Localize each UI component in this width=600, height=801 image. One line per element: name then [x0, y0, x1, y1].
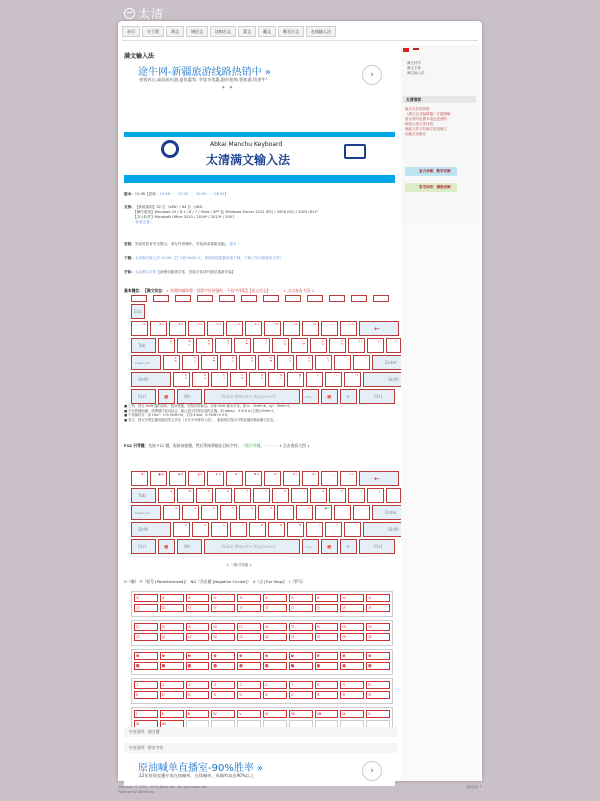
number-char-cell[interactable]: ❶	[134, 652, 158, 660]
number-char-cell[interactable]: ⒃	[263, 633, 287, 641]
font-link[interactable]: 太清满文字体	[134, 270, 157, 274]
f12-key-enter[interactable]: Enter	[372, 505, 412, 520]
recommend-item[interactable]: 满续文转字符满文转找满文	[405, 127, 447, 131]
security-line: 安装：安装时如有安全提示，请允许该操作。安装前请重新电脑。 更多 ›	[124, 242, 240, 246]
number-char-cell[interactable]: ⒎	[289, 681, 313, 689]
paren-box	[131, 620, 393, 646]
number-char-cell[interactable]: ⓮	[211, 662, 235, 670]
number-char-cell[interactable]: ⑩	[366, 594, 390, 602]
number-char-cell[interactable]: ❿	[366, 652, 390, 660]
number-char-cell[interactable]: ❼	[289, 652, 313, 660]
number-char-cell[interactable]: Ⅰ	[134, 710, 158, 718]
key-ctrl-right[interactable]: Ctrl	[359, 389, 395, 404]
negative-box	[131, 649, 393, 675]
circled-number-grid[interactable]	[131, 591, 393, 736]
sidebar-links	[407, 61, 425, 76]
circled-legend: O（圈） P（括号 [Parenthesized]） NG（负负圈 [Negative Circled]） U（点 [Full Stop]） I（罗马）	[124, 579, 306, 584]
number-char-cell[interactable]: ⑳	[366, 604, 390, 612]
number-char-cell[interactable]: ⑺	[289, 623, 313, 631]
number-char-cell[interactable]: ⒈	[134, 681, 158, 689]
f12-key-ctrl-right[interactable]: Ctrl	[359, 539, 395, 554]
number-char-cell[interactable]: Ⅲ	[186, 710, 210, 718]
china-flag-icon[interactable]	[403, 48, 409, 52]
number-char-cell[interactable]: ⑰	[289, 604, 313, 612]
font-line: 字体：太清满文字体【请使用新版字体，旧版字体请升级后重新安装】	[124, 270, 236, 274]
download-line: 下载：太清满文输入法 15.06（打下载 5409 次；请使用浏览器直接下载，下载工具可能使用文件）	[124, 256, 284, 260]
number-char-cell[interactable]: ⑮	[237, 604, 261, 612]
nav-online-ime[interactable]: 在线输入法	[306, 26, 336, 37]
number-char-cell[interactable]: Ⅷ	[315, 710, 339, 718]
site-logo[interactable]	[124, 6, 184, 20]
number-char-cell[interactable]: ⑤	[237, 594, 261, 602]
usage-notes: ■ 上档：按住 Shift 键的同时，按该按键，则按同时输出。亦即 Shift 输出字母。如 k'：Shift+K，sy'：Shift+S。 ■ 方位的辅助键：快捷键只表出标志，能让显示控制完成的正确。如 abka-i：A B K A [空格] Shift+I。 ■ 不切换转写：如 Han'：H A Shift+N。又如 k'vke：K Shift+V K E。 ■ 英文：按大写锁定键切换到英文状态（大写字母使用上档），重新再次按大写锁定键切换回满文状态。	[124, 404, 293, 422]
number-char-cell[interactable]: ⑱	[315, 604, 339, 612]
number-char-cell[interactable]: ③	[186, 594, 210, 602]
number-char-cell[interactable]: ⒅	[315, 633, 339, 641]
f12-windows-key-right-icon[interactable]: ■	[321, 539, 338, 554]
logo-icon	[124, 8, 135, 19]
number-char-cell[interactable]: ⓴	[366, 662, 390, 670]
main-content	[121, 51, 397, 781]
number-char-cell[interactable]: ⒐	[340, 681, 364, 689]
number-char-cell[interactable]: ⓳	[340, 662, 364, 670]
us-flag-icon[interactable]	[413, 48, 419, 52]
number-char-cell[interactable]: Ⅺ	[134, 720, 158, 728]
banner-stripe-bottom	[124, 175, 395, 183]
number-char-cell[interactable]: ②	[160, 594, 184, 602]
note-bar-2: 补充说明：拼音字符	[124, 743, 397, 753]
ad-bottom-title[interactable]: 原油喊单直播室-90%胜率 »	[138, 763, 264, 774]
layout-title: 基本键位：【满文状态：+ 按键的辅助键 · 旧版字符按键的 · 不同字体版】【英文状态】· · · · · · ↓ 点击查看大图 ↓	[124, 288, 315, 293]
f12-key-backspace[interactable]: ←	[359, 471, 399, 486]
number-char-cell[interactable]: ⒇	[366, 633, 390, 641]
key-esc[interactable]: Esc	[131, 304, 145, 319]
version-links[interactable]: 15.06 · · · 15.02 · · · 10.05 · · · 08.05】	[159, 192, 229, 196]
number-char-cell[interactable]: ⒆	[340, 633, 364, 641]
stop-box	[131, 678, 393, 704]
ad-banner-bottom[interactable]	[124, 756, 395, 786]
number-char-cell[interactable]: ⒒	[134, 691, 158, 699]
f12-key-altgr[interactable]: AltGr	[302, 539, 319, 554]
number-char-cell[interactable]: ⑽	[366, 623, 390, 631]
second-level-tag: ↓ 二级引导键 ↓	[226, 563, 253, 567]
number-char-cell[interactable]: Ⅵ	[263, 710, 287, 718]
language-flags	[403, 48, 419, 52]
recommend-item[interactable]: 雷达有时设置本电也是使的	[405, 117, 447, 121]
number-char-cell[interactable]: ⑻	[315, 623, 339, 631]
number-char-cell[interactable]: ⑴	[134, 623, 158, 631]
number-char-cell[interactable]: ⓬	[160, 662, 184, 670]
number-char-cell[interactable]: ⑦	[289, 594, 313, 602]
number-char-cell[interactable]: Ⅶ	[289, 710, 313, 718]
logo-text: 太清	[138, 6, 165, 21]
number-char-cell[interactable]: Ⅴ	[237, 710, 261, 718]
key-enter[interactable]: Enter	[372, 355, 412, 370]
key-shift-right[interactable]: Shift	[363, 372, 405, 387]
ad-dots: ● ●	[222, 85, 235, 89]
sidebar-button-2[interactable]: 思考站吧：满族音频	[405, 183, 457, 192]
support-link[interactable]: · 查看注意 ›	[133, 220, 153, 224]
footer	[118, 785, 482, 794]
sidebar-recommend-heading: 太清推荐	[403, 96, 476, 103]
key-tab[interactable]: Tab	[131, 338, 156, 353]
number-char-cell[interactable]: ⓱	[289, 662, 313, 670]
key-shift-left[interactable]: Shift	[131, 372, 171, 387]
back-to-top-link[interactable]: 返回顶部 ↑	[465, 785, 482, 789]
f12-key-shift-left[interactable]: Shift	[131, 522, 171, 537]
key-caps-lock[interactable]: Caps Lock	[131, 355, 161, 370]
number-char-cell[interactable]: ⑬	[186, 604, 210, 612]
nav-xibe[interactable]: 锡伯文	[186, 26, 208, 37]
key-space[interactable]: Abkai Manchu Keyboard	[204, 389, 300, 404]
number-char-cell[interactable]: ①	[134, 594, 158, 602]
manchu-keyboard-layout[interactable]: Esc ! 1 @ 2 # 3 ¥ 4 % 5 … 6 & 7 * 8 ( 9 ) 0 — - + = ← Tab Q ᡴ W ᠸ E ᡝ R ᡵ T ᡨ Y ᠶ U ᡠ I ᡳ O ᠣ P ᡦ { [ } ] | \ Caps Lock A ᠠ S ᠰ D ᡩ F ᡶ G ᡤ H ᡥ J ᠵ K ᡴ L ᠯ : ; " ' Enter Shift Z ᡯ X ᡧ C ᠴ V ᡡ B ᠪ N ᠨ M ᠮ < , > . ? / Shift Ctrl ■ Alt Abkai Manchu Keyboard AltGr ■ ≡ Ctrl	[131, 304, 393, 406]
number-char-cell[interactable]: Ⅳ	[211, 710, 235, 718]
support-block: 支持：【系统架构】32 位（x86）/ 64 位（x64） 【操作系统】Windows 10 / 8.1 / 8 / 7 / Vista / XP* 及 Windows Server 2012 (R2) / 2008 (R2) / 2003 (R2)* 【办公软件】Microsoft Office 2010 / 2016* / 2013* / 2007 · 查看注意 ›	[124, 205, 318, 224]
sidebar-lower	[401, 225, 480, 781]
number-char-cell[interactable]: ⒛	[366, 691, 390, 699]
number-char-cell[interactable]: ⑲	[340, 604, 364, 612]
number-char-cell[interactable]: ⓲	[315, 662, 339, 670]
number-char-cell[interactable]: ⑷	[211, 623, 235, 631]
download-link[interactable]: 太清满文输入法 15.06（打下载 5409 次；请使用浏览器直接下载，下载工具可能使用文件）	[134, 256, 284, 260]
number-char-cell[interactable]: Ⅱ	[160, 710, 184, 718]
f12-windows-key-icon[interactable]: ■	[158, 539, 175, 554]
banner-english-title: Abkai Manchu Keyboard	[210, 141, 283, 148]
footer-copyright: Copyright © 2005 - 2015 Abkai.net · All rights reserved.	[118, 785, 208, 789]
number-char-cell[interactable]: ⒖	[237, 691, 261, 699]
number-char-cell[interactable]: ⑸	[237, 623, 261, 631]
nav-uyghur[interactable]: 维吾尔文	[278, 26, 304, 37]
f12-key-tab[interactable]: Tab	[131, 488, 156, 503]
sidebar-button-1[interactable]: 复古音频：数学音频	[405, 167, 457, 176]
number-char-cell[interactable]: ⑭	[211, 604, 235, 612]
security-more-link[interactable]: 更多 ›	[229, 242, 240, 246]
number-char-cell[interactable]: ⑫	[160, 604, 184, 612]
number-char-cell[interactable]: ⒋	[211, 681, 235, 689]
number-char-cell[interactable]: ⒀	[186, 633, 210, 641]
banner-stripe-top	[124, 132, 395, 137]
f12-keyboard-layout[interactable]: ✱ ! ● @ ◆ # ▲ $ ♦ % ♠ ^ ♥ & ★ * ✿ ( ❀ ) – _ ≈ + ← Tab Q W E R T Y U I O P 【 】 、 Caps Lock A S D F G H J K ● L ： “ Enter Shift Z X C V B N M 《 》 ？ Shift Ctrl ■ Alt Abkai Manchu Keyboard AltGr ■ ≡ Ctrl	[131, 471, 393, 556]
f12-menu-key-icon[interactable]: ≡	[340, 539, 357, 554]
number-char-cell[interactable]: ⑶	[186, 623, 210, 631]
number-char-cell[interactable]: ⒉	[160, 681, 184, 689]
number-char-cell[interactable]: ⒂	[237, 633, 261, 641]
number-char-cell[interactable]: ❾	[340, 652, 364, 660]
keyboard-top-row	[131, 295, 393, 302]
product-banner	[124, 129, 395, 183]
key-backspace[interactable]: ←	[359, 321, 399, 336]
number-char-cell[interactable]: ⑪	[134, 604, 158, 612]
sidebar-recommend-list	[405, 107, 451, 137]
number-char-cell[interactable]: ⒕	[211, 691, 235, 699]
sidebar-link-font[interactable]: 满文字体	[407, 66, 421, 70]
number-char-cell[interactable]: ⒑	[366, 681, 390, 689]
number-char-cell[interactable]: ⒚	[340, 691, 364, 699]
note-bar-1: 补充说明：输合键	[124, 727, 397, 737]
main-nav	[122, 26, 478, 37]
number-char-cell[interactable]: ❹	[211, 652, 235, 660]
number-char-cell[interactable]: ❺	[237, 652, 261, 660]
number-char-cell[interactable]: ⒔	[186, 691, 210, 699]
key-ctrl-left[interactable]: Ctrl	[131, 389, 156, 404]
nav-mongol[interactable]: 蒙文	[238, 26, 256, 37]
number-char-cell[interactable]: ⓫	[134, 662, 158, 670]
number-char-cell[interactable]: ❻	[263, 652, 287, 660]
f12-key-ctrl-left[interactable]: Ctrl	[131, 539, 156, 554]
number-char-cell[interactable]: ⓰	[263, 662, 287, 670]
f12-key-space[interactable]: Abkai Manchu Keyboard	[204, 539, 300, 554]
number-char-cell[interactable]: ⑹	[263, 623, 287, 631]
number-char-cell[interactable]: ④	[211, 594, 235, 602]
key-alt-left[interactable]: Alt	[177, 389, 202, 404]
number-char-cell[interactable]: ⒓	[160, 691, 184, 699]
number-char-cell[interactable]: ⑾	[134, 633, 158, 641]
abkai-logo-icon	[161, 140, 179, 158]
number-char-cell[interactable]: ⒗	[263, 691, 287, 699]
nav-manchu[interactable]: 满文	[166, 26, 184, 37]
number-char-cell[interactable]: ⑼	[340, 623, 364, 631]
ad-bottom-subtitle: 22年投资直播专家在线喊单、在线喊单，成确率高达90%以上	[139, 773, 255, 778]
nav-about[interactable]: 关于我	[142, 26, 164, 37]
number-char-cell[interactable]: ⑯	[263, 604, 287, 612]
key-altgr[interactable]: AltGr	[302, 389, 319, 404]
f12-key-alt-left[interactable]: Alt	[177, 539, 202, 554]
number-char-cell[interactable]: Ⅹ	[366, 710, 390, 718]
number-char-cell[interactable]: ⒌	[237, 681, 261, 689]
f12-title: F12 引导键：先按 F12 键，再按该按键，然后系统将输出目标字符。二级引导键。· · · · · · ↓ 点击查看大图 ↓	[124, 443, 311, 448]
number-char-cell[interactable]: ⑵	[160, 623, 184, 631]
nav-daur[interactable]: 达斡尔文	[210, 26, 236, 37]
banner-chinese-title: 太清满文输入法	[206, 153, 291, 167]
circled-box	[131, 591, 393, 617]
number-char-cell[interactable]: Ⅻ	[160, 720, 184, 728]
recommend-item[interactable]: 切换在切换在	[405, 132, 426, 136]
recommend-item[interactable]: 《满文正式编辑器》开篇图解	[405, 112, 451, 116]
recommend-item[interactable]: 随太在在现找明	[405, 107, 430, 111]
number-char-cell[interactable]: ❽	[315, 652, 339, 660]
number-char-cell[interactable]: ⓭	[186, 662, 210, 670]
footer-powered: Powered by WordPress	[118, 789, 155, 794]
sidebar-link-transcribe[interactable]: 满文转写	[407, 61, 421, 65]
number-char-cell[interactable]: ⑨	[340, 594, 364, 602]
f12-key-caps-lock[interactable]: Caps Lock	[131, 505, 161, 520]
number-char-cell[interactable]: ❸	[186, 652, 210, 660]
windows-key-icon[interactable]: ■	[158, 389, 175, 404]
ad-title[interactable]: 途牛网-新疆旅游线路热销中 »	[138, 67, 271, 78]
nav-home[interactable]: 首页	[122, 26, 140, 37]
recommend-item[interactable]: 新版太清合体找找	[405, 122, 433, 126]
number-char-cell[interactable]: Ⅸ	[340, 710, 364, 718]
number-char-cell[interactable]: ⒏	[315, 681, 339, 689]
number-char-cell[interactable]: ⒄	[289, 633, 313, 641]
windows-key-right-icon[interactable]: ■	[321, 389, 338, 404]
divider	[122, 40, 478, 41]
sidebar-link-ime[interactable]: 满文输入法	[407, 71, 425, 75]
version-line: 版本：15.06【更新：15.06 · · · 15.02 · · · 10.05 · · · 08.05】	[124, 192, 229, 196]
number-char-cell[interactable]: ❷	[160, 652, 184, 660]
number-char-cell[interactable]: ⒍	[263, 681, 287, 689]
ad-bottom-arrow-button[interactable]: ›	[362, 761, 382, 781]
ad-subtitle: 省钱省心,高品质出游,夏优惠等, 辛您享优惠,限时抢购,要旅游,找途牛!	[139, 77, 268, 82]
number-char-cell[interactable]: ⒁	[211, 633, 235, 641]
number-char-cell[interactable]: ⒙	[315, 691, 339, 699]
number-char-cell[interactable]: ⑧	[315, 594, 339, 602]
ad-arrow-button[interactable]: ›	[362, 65, 382, 85]
f12-key-shift-right[interactable]: Shift	[363, 522, 405, 537]
number-char-cell[interactable]: ⓯	[237, 662, 261, 670]
ad-banner-top[interactable]	[124, 60, 395, 90]
number-char-cell[interactable]: ⒊	[186, 681, 210, 689]
menu-key-icon[interactable]: ≡	[340, 389, 357, 404]
page-title: 满文输入法	[124, 53, 155, 60]
keyboard-icon	[344, 144, 366, 159]
page-sheet	[118, 21, 482, 781]
number-char-cell[interactable]: ⑥	[263, 594, 287, 602]
number-char-cell[interactable]: ⑿	[160, 633, 184, 641]
nav-tibetan[interactable]: 藏文	[258, 26, 276, 37]
number-char-cell[interactable]: ⒘	[289, 691, 313, 699]
